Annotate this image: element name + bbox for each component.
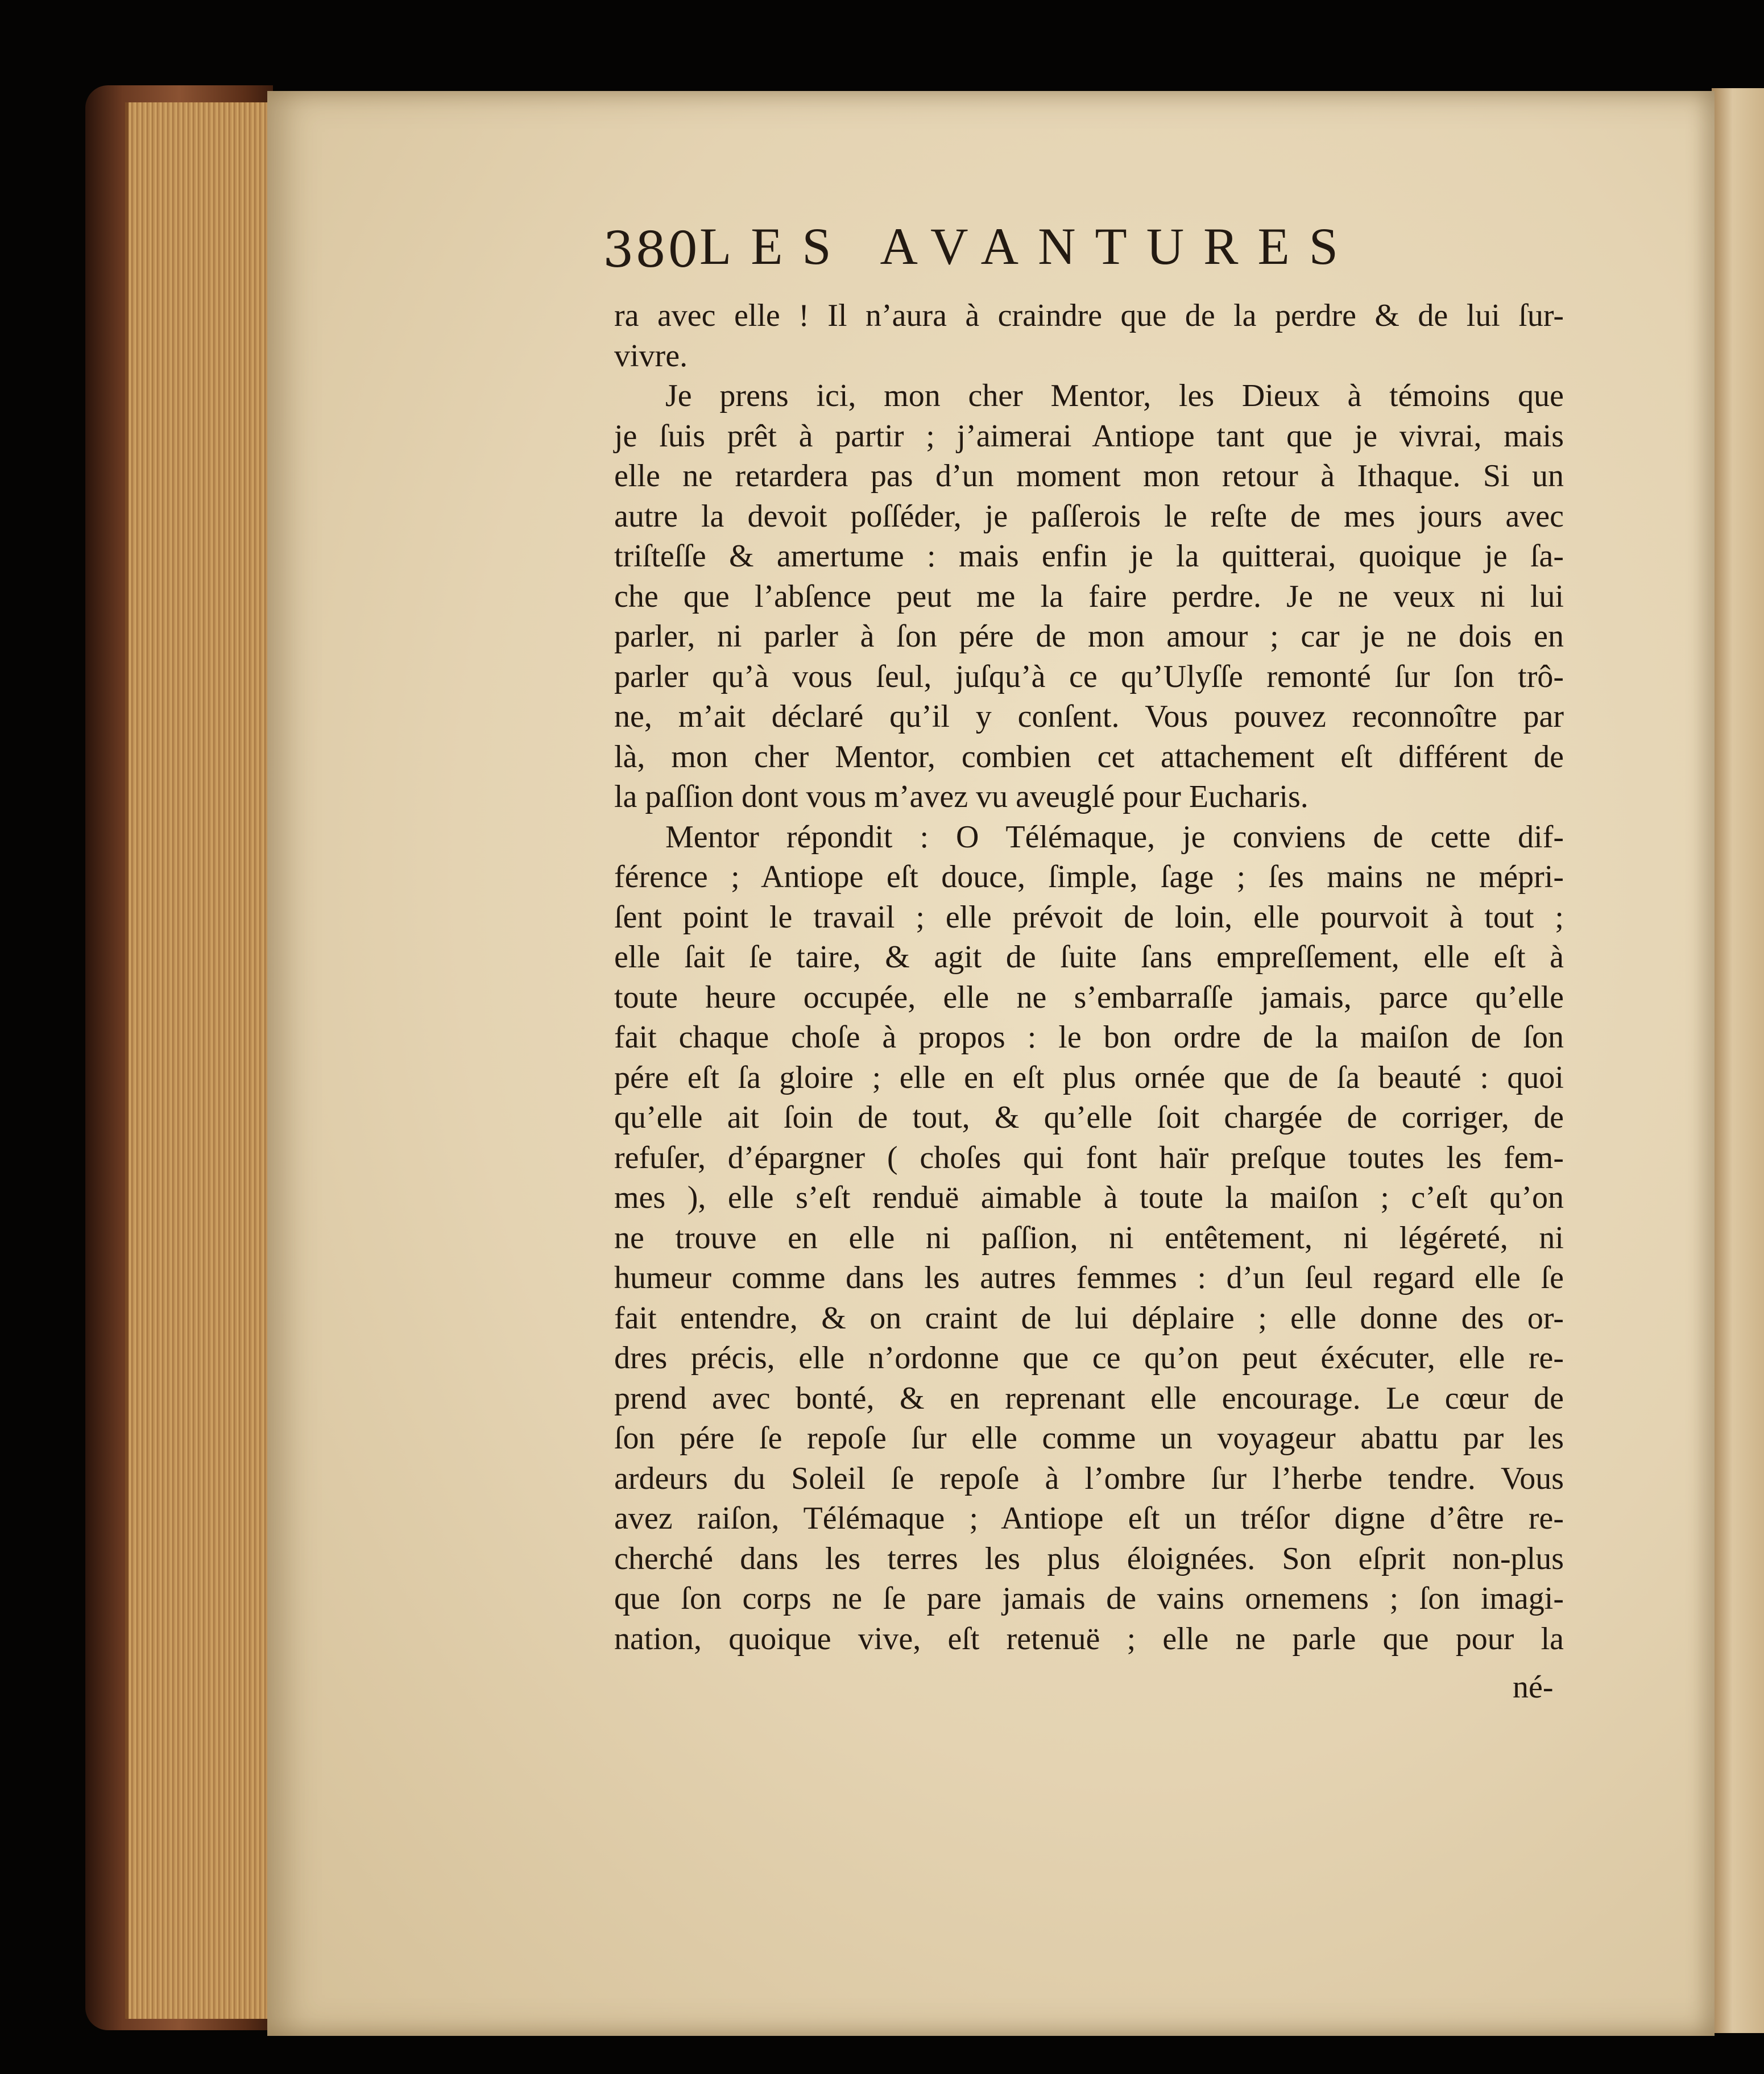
text-line: là, mon cher Mentor, combien cet attachement eſt différent de — [614, 739, 1564, 775]
text-line: refuſer, d’épargner ( choſes qui font haïr preſque toutes les fem- — [614, 1140, 1564, 1175]
next-page-edge — [1712, 88, 1764, 2033]
text-line: nation, quoique vive, eſt retenuë ; elle ne parle que pour la — [614, 1621, 1564, 1657]
text-line: que ſon corps ne ſe pare jamais de vains ornemens ; ſon imagi- — [614, 1581, 1564, 1616]
text-line: Je prens ici, mon cher Mentor, les Dieux à témoins que — [665, 378, 1564, 413]
text-line: fait entendre, & on craint de lui déplaire ; elle donne des or- — [614, 1300, 1564, 1336]
text-line: ſent point le travail ; elle prévoit de loin, elle pourvoit à tout ; — [614, 899, 1564, 935]
text-line: Mentor répondit : O Télémaque, je conviens de cette dif- — [665, 819, 1564, 855]
text-line: fait chaque choſe à propos : le bon ordre de la maiſon de ſon — [614, 1020, 1564, 1055]
text-line: ne trouve en elle ni paſſion, ni entêtement, ni légéreté, ni — [614, 1220, 1564, 1256]
text-line: je ſuis prêt à partir ; j’aimerai Antiope tant que je vivrai, mais — [614, 418, 1564, 454]
text-line: qu’elle ait ſoin de tout, & qu’elle ſoit chargée de corriger, de — [614, 1100, 1564, 1135]
text-line: ardeurs du Soleil ſe repoſe à l’ombre ſur l’herbe tendre. Vous — [614, 1460, 1564, 1496]
page-number: 380 — [603, 222, 700, 279]
text-line: vivre. — [614, 338, 688, 374]
text-line: humeur comme dans les autres femmes : d’un ſeul regard elle ſe — [614, 1260, 1564, 1295]
gilt-page-edges — [125, 102, 276, 2019]
text-line: elle ne retardera pas d’un moment mon retour à Ithaque. Si un — [614, 458, 1564, 494]
text-line: ne, m’ait déclaré qu’il y conſent. Vous pouvez reconnoître par — [614, 699, 1564, 734]
text-line: parler, ni parler à ſon pére de mon amour ; car je ne dois en — [614, 619, 1564, 654]
text-line: ſon pére ſe repoſe ſur elle comme un voyageur abattu par les — [614, 1421, 1564, 1456]
text-line: elle ſait ſe taire, & agit de ſuite ſans empreſſement, elle eſt à — [614, 939, 1564, 975]
text-line: la paſſion dont vous m’avez vu aveuglé pour Eucharis. — [614, 779, 1308, 814]
text-line: parler qu’à vous ſeul, juſqu’à ce qu’Ulyſſe remonté ſur ſon trô- — [614, 659, 1564, 694]
text-line: ra avec elle ! Il n’aura à craindre que de la perdre & de lui ſur- — [614, 298, 1564, 333]
text-line: che que l’abſence peut me la faire perdre. Je ne veux ni lui — [614, 578, 1564, 614]
text-line: cherché dans les terres les plus éloignées. Son eſprit non-plus — [614, 1541, 1564, 1576]
body-text — [614, 296, 1564, 1659]
text-line: avez raiſon, Télémaque ; Antiope eſt un tréſor digne d’être re- — [614, 1501, 1564, 1536]
text-line: mes ), elle s’eſt renduë aimable à toute la maiſon ; c’eſt qu’on — [614, 1180, 1564, 1215]
running-title: LES AVANTURES — [699, 217, 1357, 275]
text-line: prend avec bonté, & en reprenant elle encourage. Le cœur de — [614, 1380, 1564, 1416]
text-line: pére eſt ſa gloire ; elle en eſt plus ornée que de ſa beauté : quoi — [614, 1059, 1564, 1095]
text-line: férence ; Antiope eſt douce, ſimple, ſage ; ſes mains ne mépri- — [614, 859, 1564, 895]
text-line: toute heure occupée, elle ne s’embarraſſe jamais, parce qu’elle — [614, 979, 1564, 1015]
text-line: triſteſſe & amertume : mais enfin je la quitterai, quoique je ſa- — [614, 539, 1564, 574]
text-line: dres précis, elle n’ordonne que ce qu’on peut éxécuter, elle re- — [614, 1340, 1564, 1376]
page-header — [603, 216, 1461, 290]
text-line: autre la devoit poſſéder, je paſſerois le reſte de mes jours avec — [614, 498, 1564, 534]
catchword: né- — [1513, 1670, 1554, 1705]
